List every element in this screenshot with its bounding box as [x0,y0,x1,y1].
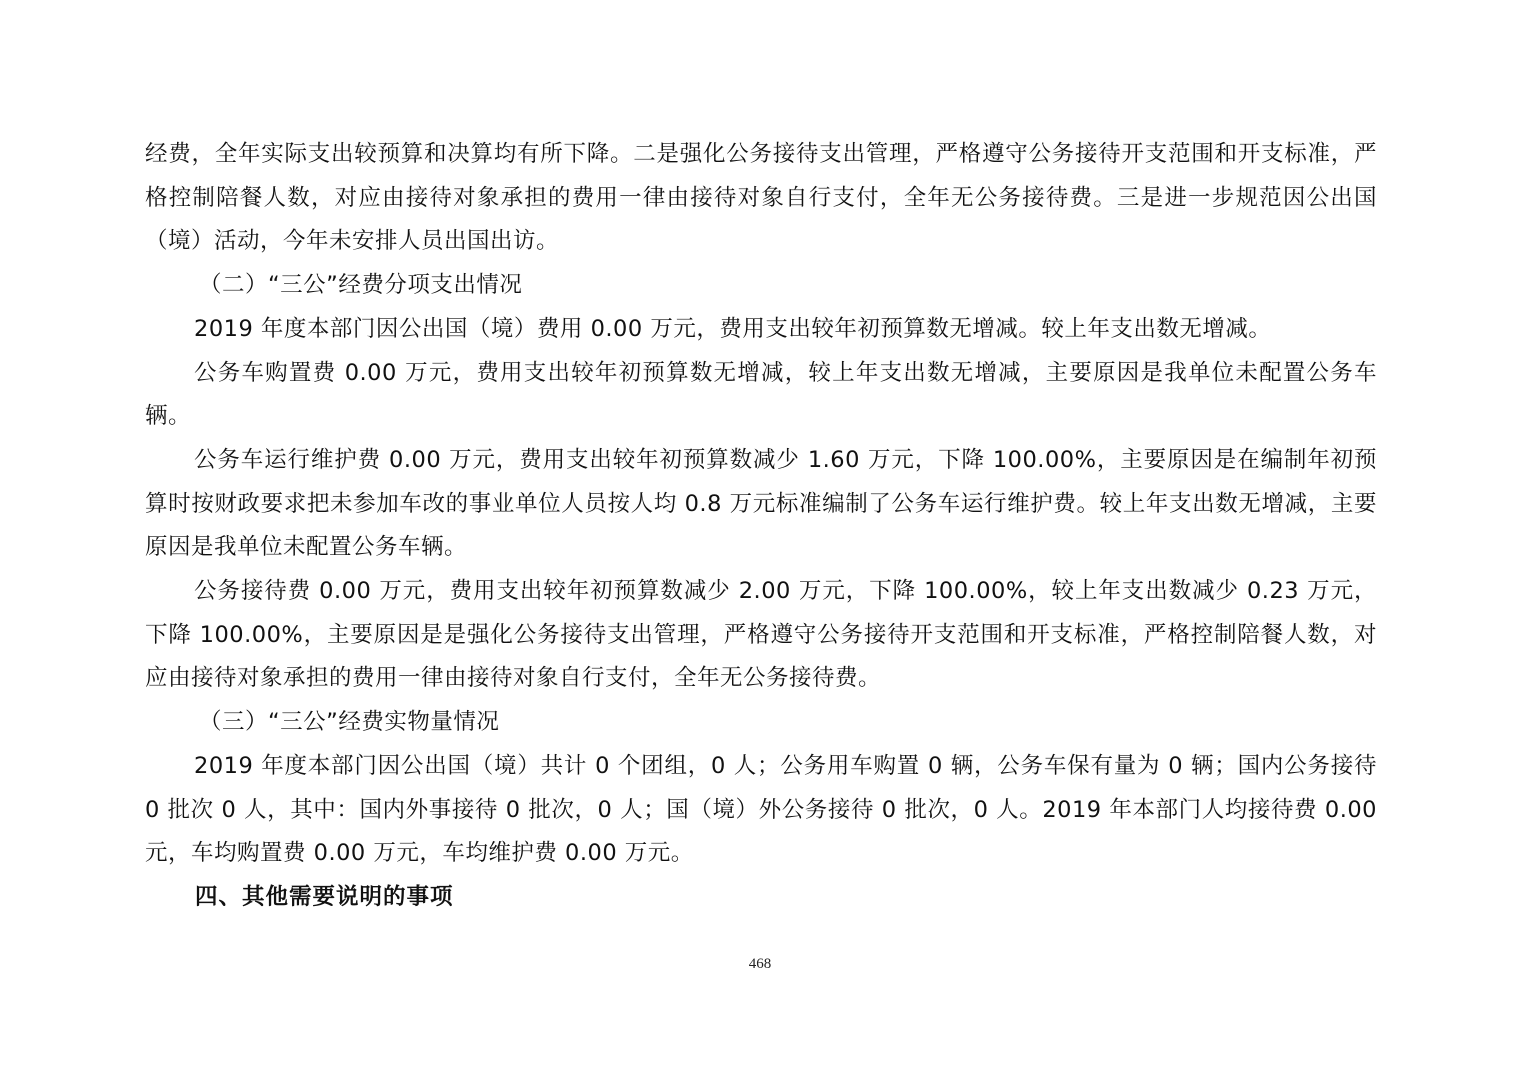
section-heading-other-matters: 四、其他需要说明的事项 [195,883,454,910]
document-body [145,133,1377,920]
paragraph-overseas-travel: 2019 年度本部门因公出国（境）费用 0.00 万元，费用支出较年初预算数无增减。较上年支出数无增减。 [194,315,1272,342]
paragraph-reception-expense: 公务接待费 0.00 万元，费用支出较年初预算数减少 2.00 万元，下降 100.00%，较上年支出数减少 0.23 万元，下降 100.00%，主要原因是是强化公务接待支出管理，严格遵守公务接待开支范围和开支标准，严格控制陪餐人数，对应由接待对象承担的费用一律由接待对象自行支付，全年无公务接待费。 [145,578,1377,692]
page-number: 468 [748,956,772,972]
paragraph-continuation: 经费，全年实际支出较预算和决算均有所下降。二是强化公务接待支出管理，严格遵守公务接待开支范围和开支标准，严格控制陪餐人数，对应由接待对象承担的费用一律由接待对象自行支付，全年无公务接待费。三是进一步规范因公出国（境）活动，今年未安排人员出国出访。 [145,141,1377,255]
paragraph-vehicle-purchase: 公务车购置费 0.00 万元，费用支出较年初预算数无增减，较上年支出数无增减，主要原因是我单位未配置公务车辆。 [145,359,1377,430]
subheading-physical-quantity: （三）“三公”经费实物量情况 [199,709,500,736]
paragraph-vehicle-maintenance: 公务车运行维护费 0.00 万元，费用支出较年初预算数减少 1.60 万元，下降 100.00%，主要原因是在编制年初预算时按财政要求把未参加车改的事业单位人员按人均 0.8 万元标准编制了公务车运行维护费。较上年支出数无增减，主要原因是我单位未配置公务车辆。 [145,446,1377,561]
subheading-itemized-expenses: （二）“三公”经费分项支出情况 [199,272,523,299]
paragraph-physical-quantity: 2019 年度本部门因公出国（境）共计 0 个团组，0 人；公务用车购置 0 辆，公务车保有量为 0 辆；国内公务接待 0 批次 0 人，其中：国内外事接待 0 批次，0 人；国（境）外公务接待 0 批次，0 人。2019 年本部门人均接待费 0.00 元，车均购置费 0.00 万元，车均维护费 0.00 万元。 [145,752,1377,867]
